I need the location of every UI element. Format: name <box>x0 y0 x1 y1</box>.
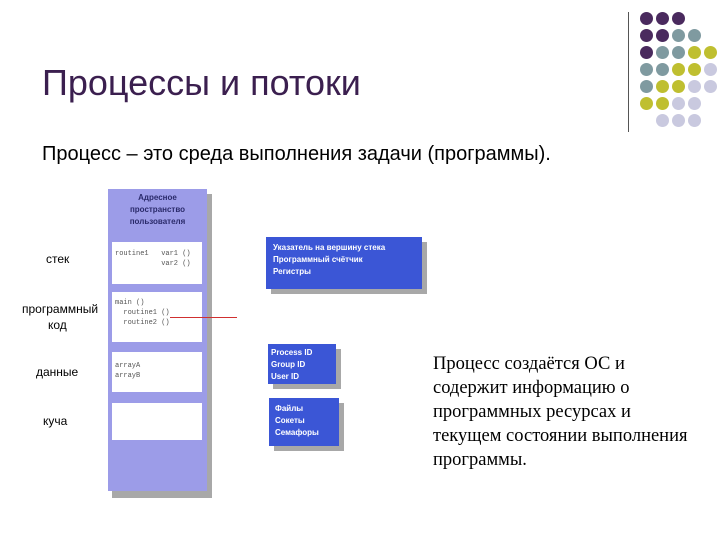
registers-box <box>266 237 422 289</box>
data-code-line: arrayA <box>115 362 141 370</box>
files-item: Файлы <box>275 404 304 413</box>
address-space-header-line: Адресное <box>138 193 177 202</box>
code-code-line: main () <box>115 299 145 307</box>
slide-subtitle: Процесс – это среда выполнения задачи (программы). <box>42 143 551 165</box>
ids-item: Process ID <box>271 348 313 357</box>
registers-item: Указатель на вершину стека <box>273 243 386 252</box>
address-space-header <box>108 192 207 228</box>
files-box <box>269 398 339 446</box>
slide-title: Процессы и потоки <box>42 62 361 103</box>
address-space-header-line: пространство <box>129 205 186 214</box>
code-code-line: routine2 () <box>115 319 170 327</box>
files-item: Семафоры <box>275 428 319 437</box>
code-label-line1: программный <box>22 302 99 316</box>
stack-segment <box>112 242 202 284</box>
heap-segment <box>112 403 202 440</box>
registers-item: Регистры <box>273 267 311 276</box>
program-counter-pointer <box>170 317 237 318</box>
data-segment <box>112 352 202 392</box>
stack-label: стек <box>46 252 70 266</box>
address-space-header-line: пользователя <box>129 217 186 226</box>
data-label: данные <box>36 365 79 379</box>
process-description: Процесс создаётся ОС и содержит информацию о программных ресурсах и текущем состоянии выполнения программы. <box>433 354 688 470</box>
ids-item: Group ID <box>271 360 306 369</box>
heap-label: куча <box>43 414 68 428</box>
data-code-line: arrayB <box>115 372 141 380</box>
stack-code-line: routine1 var1 () <box>115 250 191 258</box>
ids-item: User ID <box>271 372 300 381</box>
code-label-line2: код <box>48 318 67 332</box>
stack-code-line: var2 () <box>115 260 191 268</box>
files-item: Сокеты <box>275 416 305 425</box>
code-code-line: routine1 () <box>115 309 170 317</box>
registers-item: Программный счётчик <box>273 255 363 264</box>
ids-box <box>268 344 336 384</box>
